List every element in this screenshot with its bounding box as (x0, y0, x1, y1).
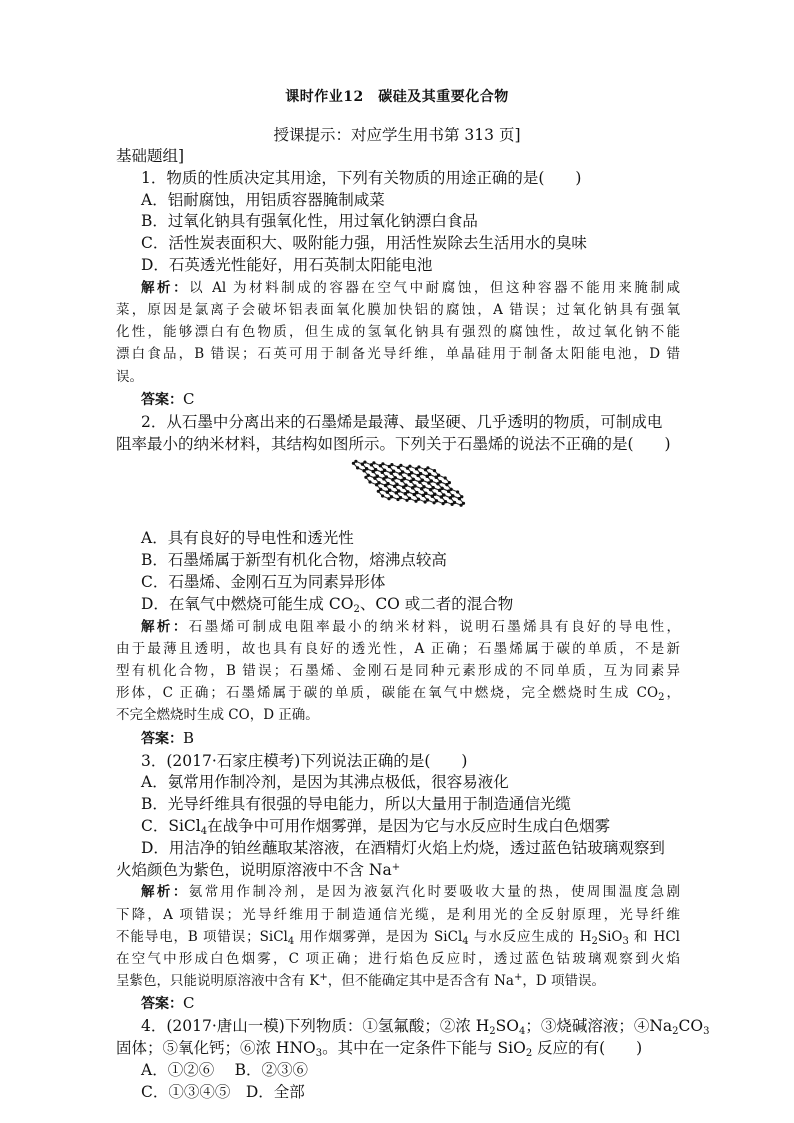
explanation-line: 石墨烯可制成电阻率最小的纳米材料，说明石墨烯具有良好的导电性， (188, 618, 681, 635)
carbon-atom (426, 499, 429, 502)
explanation-line: 化性，能够漂白有色物质，但生成的氢氧化钠具有强烈的腐蚀性，故过氧化钠不能 (116, 324, 680, 341)
question-2-option-c: C．石墨烯、金刚石互为同素异形体 (141, 572, 386, 591)
explanation-line: 形体，C 正确；石墨烯属于碳的单质，碳能在氧气中燃烧，完全燃烧时生成 $CO_2$， (116, 685, 681, 704)
question-3-answer (116, 992, 680, 1016)
carbon-atom (417, 466, 420, 469)
carbon-atom (363, 461, 366, 464)
question-4 (116, 1016, 710, 1103)
question-2-explanation (116, 616, 680, 727)
explanation-line: 呈紫色，只能说明原溶液中含有 K+，但不能确定其中是否含有 Na+，D 项错误。 (116, 972, 605, 990)
carbon-atom (441, 487, 444, 490)
question-2-stem: 2．从石墨中分离出来的石墨烯是最薄、最坚硬、几乎透明的物质，可制成电 (141, 412, 663, 431)
explanation-line: 下降，A 项错误；光导纤维用于制造通信光缆，是利用光的全反射原理，光导纤维 (116, 906, 680, 923)
question-3-option-c: C．SiCl$_4$在战争中可用作烟雾弹，是因为它与水反应时生成白色烟雾 (141, 816, 611, 837)
carbon-atom (417, 498, 420, 501)
carbon-atom (433, 469, 436, 472)
question-3-option-a: A．氨常用作制冷剂，是因为其沸点极低，很容易液化 (141, 773, 509, 792)
answer-value: C (183, 994, 195, 1013)
explanation-label: 解析： (141, 618, 189, 635)
question-2-stem-cont: 阻率最小的纳米材料，其结构如图所示。下列关于石墨烯的说法不正确的是( ) (116, 434, 671, 453)
carbon-atom (460, 504, 463, 507)
answer-label: 答案： (141, 391, 183, 408)
question-3-option-d-cont: 火焰颜色为紫色，说明原溶液中不含 Na+ (116, 860, 401, 879)
question-3-option-d: D．用洁净的铂丝蘸取某溶液，在酒精灯火焰上灼烧，透过蓝色钴玻璃观察到 (141, 838, 665, 857)
carbon-atom (370, 464, 373, 467)
page-title: 课时作业12 碳硅及其重要化合物 (285, 89, 509, 105)
carbon-atom (445, 483, 448, 486)
carbon-atom (356, 467, 359, 470)
answer-label: 答案： (141, 730, 183, 747)
carbon-atom (361, 463, 364, 466)
carbon-atom (379, 488, 382, 491)
question-1-option-b: B．过氧化钠具有强氧化性，用过氧化钠漂白食品 (141, 212, 478, 231)
carbon-atom (426, 467, 429, 470)
carbon-atom (354, 460, 357, 463)
carbon-atom (372, 462, 375, 465)
question-3-explanation (116, 881, 680, 992)
carbon-atom (437, 474, 440, 477)
carbon-atom (394, 477, 397, 480)
carbon-atom (410, 472, 413, 475)
carbon-atom (458, 497, 461, 500)
carbon-atom (408, 465, 411, 468)
carbon-atom (422, 494, 425, 497)
carbon-atom (444, 477, 447, 480)
carbon-atom (414, 500, 417, 503)
carbon-atom (439, 481, 442, 484)
carbon-atom (365, 467, 368, 470)
carbon-atom (390, 496, 393, 499)
explanation-line: 不完全燃烧时生成 CO，D 正确。 (116, 707, 319, 724)
carbon-atom (377, 482, 380, 485)
section-label: 基础题组] (116, 147, 185, 165)
carbon-atom (383, 469, 386, 472)
graphene-lattice-image (346, 458, 476, 524)
carbon-atom (440, 496, 443, 499)
explanation-line: 以 Al 为材料制成的容器在空气中耐腐蚀，但这种容器不能用来腌制咸 (189, 279, 680, 296)
carbon-atom (430, 480, 433, 483)
carbon-atom (435, 500, 438, 503)
carbon-atom (395, 483, 398, 486)
carbon-atom (422, 486, 425, 489)
carbon-atom (433, 493, 436, 496)
carbon-atom (376, 475, 379, 478)
carbon-atom (368, 481, 371, 484)
carbon-atom (390, 463, 393, 466)
explanation-line: 由于最薄且透明，故也具有良好的透光性，A 正确；石墨烯属于碳的单质，不是新 (116, 640, 680, 657)
answer-value: B (183, 728, 195, 747)
carbon-atom (381, 463, 384, 466)
explanation-label: 解析： (141, 279, 190, 296)
question-3-stem: 3．(2017·石家庄模考)下列说法正确的是( ) (141, 751, 468, 770)
carbon-atom (408, 497, 411, 500)
carbon-atom (374, 468, 377, 471)
carbon-atom (451, 495, 454, 498)
carbon-atom (399, 464, 402, 467)
carbon-atom (401, 471, 404, 474)
carbon-atom (453, 501, 456, 504)
carbon-atom (432, 486, 435, 489)
exercise-content (116, 146, 710, 1104)
explanation-line: 不能导电，B 项错误；SiCl$_4$ 用作烟雾弹，是因为 SiCl$_4$ 与水反应生成的 $H_2SiO_3$ 和 HCl (116, 928, 680, 947)
carbon-atom (431, 495, 434, 498)
carbon-atom (415, 491, 418, 494)
carbon-atom (397, 490, 400, 493)
question-1-option-c: C．活性炭表面积大、吸附能力强，用活性炭除去生活用水的臭味 (141, 234, 587, 253)
carbon-atom (450, 488, 453, 491)
question-4-stem-cont: 固体；⑤氧化钙；⑥浓 $HNO_3$。其中在一定条件下能与 SiO$_2$ 反应的有( ) (116, 1039, 643, 1060)
carbon-atom (412, 478, 415, 481)
question-1-explanation (116, 277, 680, 388)
question-1-option-a: A．铝耐腐蚀，用铝质容器腌制咸菜 (141, 190, 385, 209)
question-3 (116, 751, 680, 1017)
carbon-atom (404, 484, 407, 487)
question-4-options-cd: C．①③④⑤ D．全部 (141, 1082, 305, 1101)
carbon-atom (421, 479, 424, 482)
question-1-answer (116, 388, 680, 412)
question-2-option-a: A．具有良好的导电性和透光性 (141, 529, 354, 548)
question-4-options-ab: A．①②⑥ B．②③⑥ (141, 1060, 309, 1079)
carbon-atom (403, 477, 406, 480)
answer-value: C (183, 389, 195, 408)
carbon-atom (448, 481, 451, 484)
carbon-atom (385, 476, 388, 479)
carbon-atom (429, 488, 432, 491)
graphene-structure-figure (116, 458, 680, 526)
explanation-line: 在空气中形成白色烟雾，C 项正确；进行焰色反应时，透过蓝色钴玻璃观察到火焰 (116, 950, 680, 967)
answer-label: 答案： (141, 996, 183, 1013)
explanation-line: 型有机化合物，B 错误；石墨烯、金刚石是同种元素形成的不同单质，互为同素异 (116, 662, 680, 679)
carbon-atom (444, 500, 447, 503)
carbon-atom (438, 489, 441, 492)
carbon-atom (367, 474, 370, 477)
question-2 (116, 412, 680, 751)
carbon-atom (386, 482, 389, 485)
carbon-atom (456, 491, 459, 494)
carbon-atom (352, 462, 355, 465)
explanation-line: 氨常用作制冷剂，是因为液氨汽化时要吸收大量的热，使周围温度急剧 (188, 884, 681, 901)
question-1-option-d: D．石英透光性能好，用石英制太阳能电池 (141, 255, 433, 274)
carbon-atom (399, 496, 402, 499)
question-1-stem: 1．物质的性质决定其用途，下列有关物质的用途正确的是( ) (141, 168, 582, 187)
question-4-stem: 4．(2017·唐山一模)下列物质：①氢氟酸；②浓 $H_2SO_4$；③烧碱溶液；$④Na_2CO_3$ (141, 1017, 710, 1038)
explanation-line: 菜，原因是氯离子会破坏铝表面氧化膜加快铝的腐蚀，A 错误；过氧化钠具有强氧 (116, 301, 680, 318)
carbon-atom (363, 469, 366, 472)
explanation-line: 误。 (116, 368, 143, 385)
explanation-label: 解析： (141, 884, 189, 901)
explanation-line: 漂白食品，B 错误；石英可用于制备光导纤维，单晶硅用于制备太阳能电池，D 错 (116, 346, 680, 363)
carbon-atom (388, 489, 391, 492)
carbon-atom (428, 473, 431, 476)
question-2-answer (116, 727, 680, 751)
question-2-option-d: D．在氧气中燃烧可能生成 $CO_2$、CO 或二者的混合物 (141, 594, 514, 615)
carbon-atom (406, 491, 409, 494)
carbon-atom (413, 485, 416, 488)
textbook-reference-hint: 授课提示：对应学生用书第 313 页] (273, 126, 521, 144)
carbon-atom (424, 492, 427, 495)
question-1 (116, 168, 680, 412)
carbon-atom (419, 472, 422, 475)
carbon-atom (392, 470, 395, 473)
question-2-option-b: B．石墨烯属于新型有机化合物，熔沸点较高 (141, 551, 447, 570)
carbon-atom (442, 494, 445, 497)
carbon-atom (381, 495, 384, 498)
question-3-option-b: B．光导纤维具有很强的导电能力，所以大量用于制造通信光缆 (141, 795, 571, 814)
